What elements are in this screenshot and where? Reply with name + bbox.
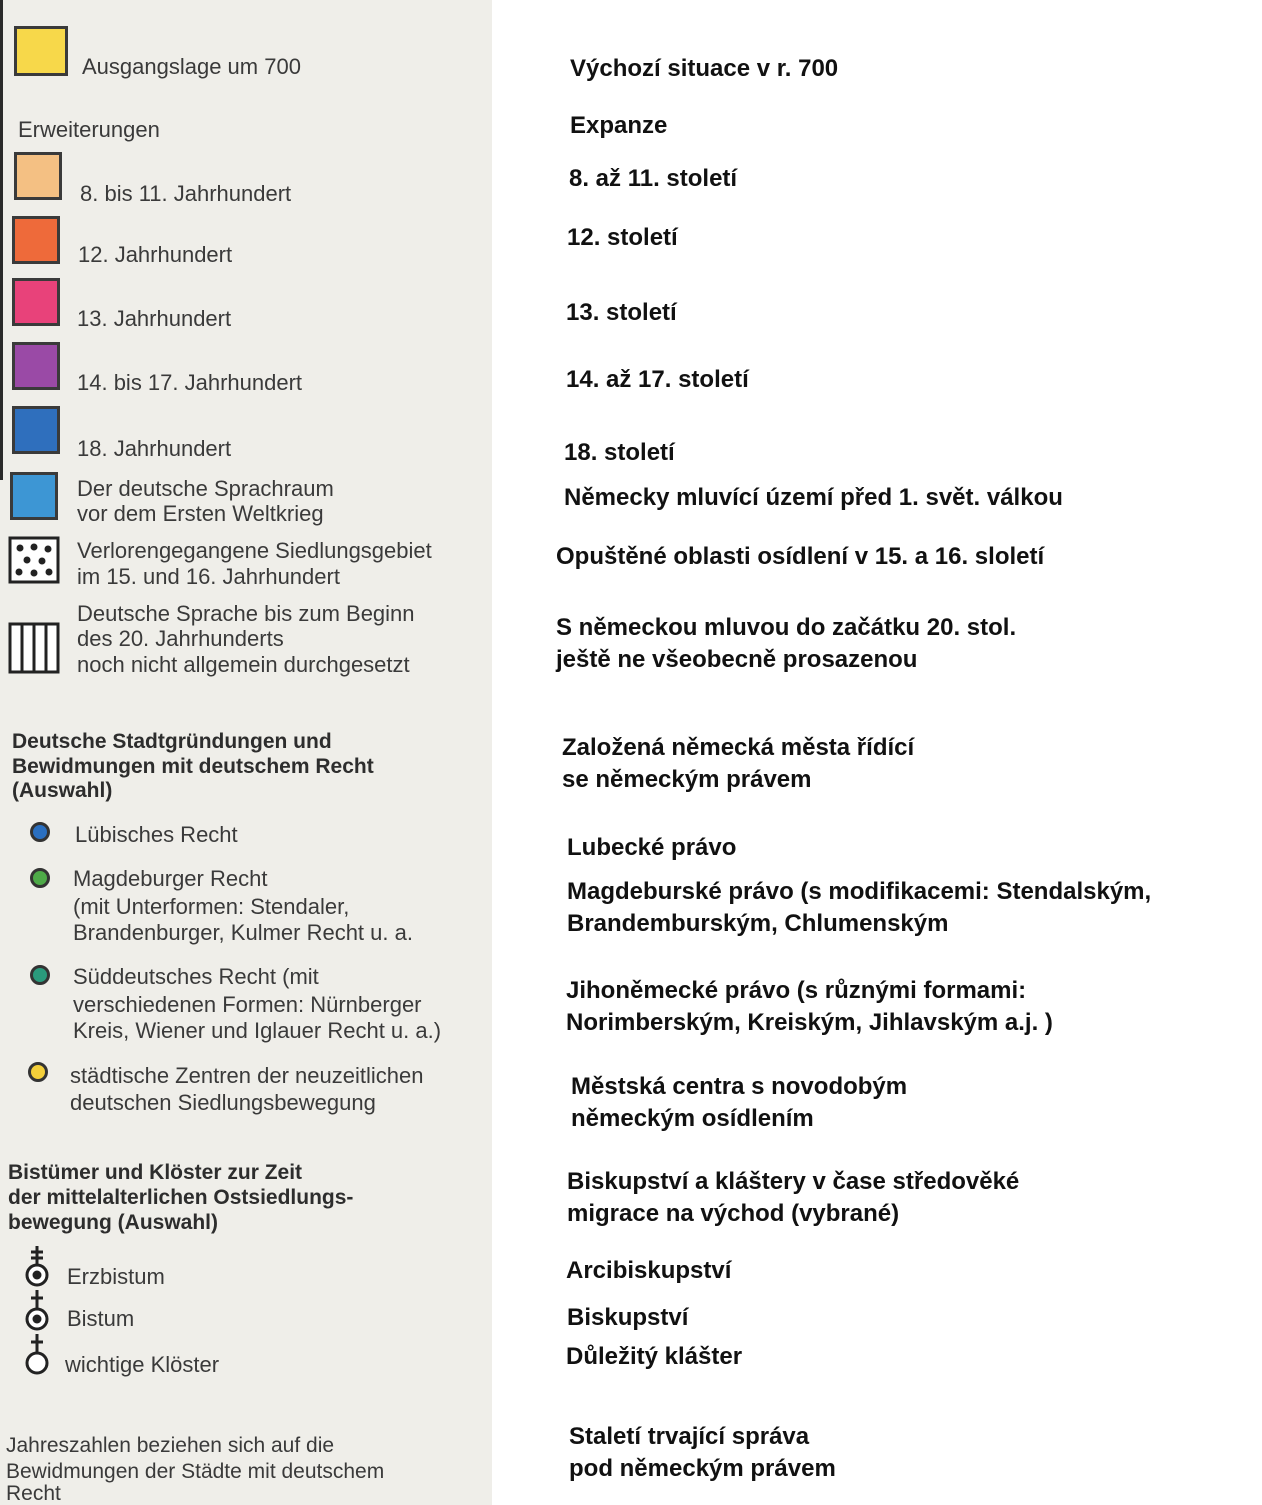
cz-zalozena-1: Založená německá města řídící [562,734,915,761]
cz-jihonemecke-2: Norimberským, Kreiským, Jihlavským a.j. ) [566,1009,1053,1036]
label-8-11-jh: 8. bis 11. Jahrhundert [80,181,292,206]
label-sprachraum-1: Der deutsche Sprachraum [77,476,334,501]
bishopric-icon [22,1288,52,1332]
cz-vychozi: Výchozí situace v r. 700 [570,55,839,82]
heading-stadtgruendungen-3: (Auswahl) [12,779,113,802]
label-erzbistum: Erzbistum [67,1264,165,1289]
cz-12: 12. století [567,224,678,251]
label-kloester: wichtige Klöster [65,1352,220,1377]
label-magdeburg-2: (mit Unterformen: Stendaler, [73,894,350,919]
cz-arcibiskupstvi: Arcibiskupství [566,1257,732,1284]
label-verloren-1: Verlorengegangene Siedlungsgebiet [77,538,432,563]
dotted-pattern-icon [8,536,60,584]
label-bistum: Bistum [67,1306,135,1331]
label-deutsche-sprache-2: des 20. Jahrhunderts [77,626,284,651]
heading-stadtgruendungen-2: Bewidmungen mit deutschem Recht [12,755,374,778]
label-sueddeutsch-2: verschiedenen Formen: Nürnberger [73,992,422,1017]
heading-bistuemer-2: der mittelalterlichen Ostsiedlungs- [8,1186,354,1209]
cz-dulezity: Důležitý klášter [566,1343,743,1370]
label-13-jh: 13. Jahrhundert [77,306,232,331]
swatch-sprachraum [10,472,58,520]
label-magdeburg-3: Brandenburger, Kulmer Recht u. a. [73,920,413,945]
label-jahreszahlen-1: Jahreszahlen beziehen sich auf die [6,1434,335,1457]
label-ausgangslage: Ausgangslage um 700 [82,54,301,79]
dot-staedtisch-icon [28,1062,48,1082]
label-deutsche-sprache-1: Deutsche Sprache bis zum Beginn [77,601,415,626]
cz-mestska-2: německým osídlením [571,1105,814,1132]
archbishopric-icon [22,1244,52,1288]
cz-14-17: 14. až 17. století [566,366,749,393]
swatch-13-century [12,278,60,326]
dot-sueddeutsch-icon [30,965,50,985]
striped-pattern-icon [8,622,60,674]
heading-stadtgruendungen-1: Deutsche Stadtgründungen und [12,730,332,753]
swatch-8-11-century [14,152,62,200]
cz-nemecky: Německy mluvící území před 1. svět. válkou [564,484,1063,511]
swatch-12-century [12,216,60,264]
swatch-14-17-century [12,342,60,390]
label-erweiterungen: Erweiterungen [18,117,160,142]
cz-s-nemeckou-2: ještě ne všeobecně prosazenou [556,646,918,673]
cz-staleti-1: Staletí trvající správa [569,1423,810,1450]
cz-jihonemecke-1: Jihoněmecké právo (s různými formami: [566,977,1027,1004]
label-18-jh: 18. Jahrhundert [77,436,232,461]
label-deutsche-sprache-3: noch nicht allgemein durchgesetzt [77,652,410,677]
cz-8-11: 8. až 11. století [569,165,738,192]
dot-magdeburg-icon [30,868,50,888]
label-magdeburg-1: Magdeburger Recht [73,866,268,891]
cz-s-nemeckou-1: S německou mluvou do začátku 20. stol. [556,614,1017,641]
cz-staleti-2: pod německým právem [569,1455,836,1482]
label-sueddeutsch-1: Süddeutsches Recht (mit [73,964,319,989]
label-12-jh: 12. Jahrhundert [78,242,233,267]
cz-expanze: Expanze [570,112,668,139]
monastery-icon [22,1332,52,1376]
cz-biskupstvi: Biskupství [567,1304,689,1331]
cz-lubecke: Lubecké právo [567,834,737,861]
cz-magdeburske-2: Brandemburským, Chlumenským [567,910,949,937]
label-verloren-2: im 15. und 16. Jahrhundert [77,564,340,589]
label-jahreszahlen-2: Bewidmungen der Städte mit deutschem [6,1460,385,1483]
cz-zalozena-2: se německým právem [562,766,812,793]
dot-luebisch-icon [30,822,50,842]
label-luebisch: Lübisches Recht [75,822,238,847]
cz-opustene: Opuštěné oblasti osídlení v 15. a 16. sloletí [556,543,1045,570]
label-jahreszahlen-3: Recht [6,1482,61,1505]
legend-left-edge [0,0,3,480]
label-sueddeutsch-3: Kreis, Wiener und Iglauer Recht u. a.) [73,1018,442,1043]
cz-biskupstvi-klastery-1: Biskupství a kláštery v čase středověké [567,1168,1020,1195]
label-staedtisch-1: städtische Zentren der neuzeitlichen [70,1063,424,1088]
cz-13: 13. století [566,299,677,326]
swatch-18-century [12,406,60,454]
cz-mestska-1: Městská centra s novodobým [571,1073,908,1100]
label-14-17-jh: 14. bis 17. Jahrhundert [77,370,303,395]
german-legend-panel [0,0,492,1505]
heading-bistuemer-1: Bistümer und Klöster zur Zeit [8,1161,303,1184]
heading-bistuemer-3: bewegung (Auswahl) [8,1211,218,1234]
label-sprachraum-2: vor dem Ersten Weltkrieg [77,501,324,526]
swatch-initial-700 [14,26,68,76]
cz-18: 18. století [564,439,675,466]
label-staedtisch-2: deutschen Siedlungsbewegung [70,1090,376,1115]
cz-magdeburske-1: Magdeburské právo (s modifikacemi: Stendalským, [567,878,1152,905]
cz-biskupstvi-klastery-2: migrace na východ (vybrané) [567,1200,900,1227]
